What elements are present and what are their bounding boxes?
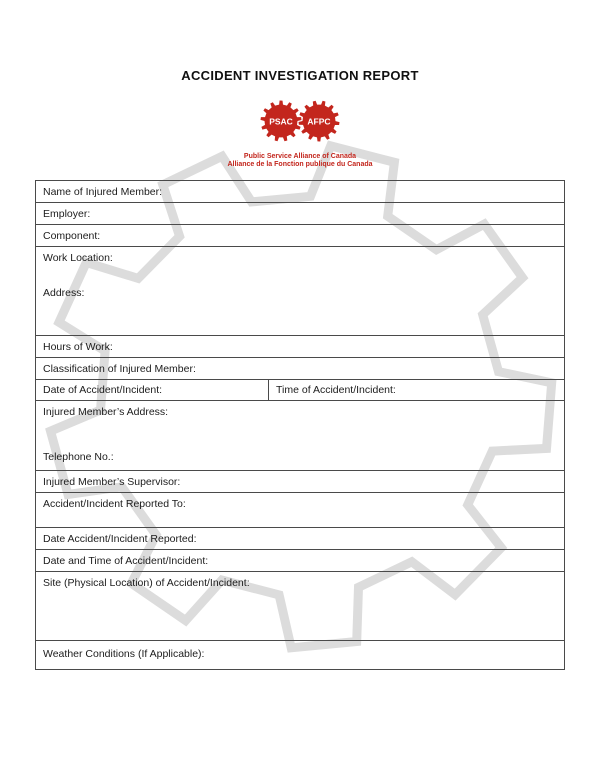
- page-title: ACCIDENT INVESTIGATION REPORT: [181, 68, 419, 83]
- accident-report-form: [35, 180, 565, 670]
- field-label-address: Address:: [43, 287, 85, 299]
- field-label: Injured Member’s Supervisor:: [43, 476, 181, 488]
- form-row-date-time-of-accident: [36, 380, 564, 401]
- field-label-date: Date of Accident/Incident:: [43, 384, 163, 396]
- logo-left-gear-label: PSAC: [269, 116, 293, 127]
- form-row-reported-to: [36, 493, 564, 528]
- field-label: Weather Conditions (If Applicable):: [43, 648, 205, 660]
- field-label: Name of Injured Member:: [43, 186, 163, 198]
- logo-caption-english: Public Service Alliance of Canada: [243, 153, 357, 160]
- field-label: Accident/Incident Reported To:: [43, 498, 186, 510]
- field-label: Date and Time of Accident/Incident:: [43, 555, 209, 567]
- form-row-employer: [36, 203, 564, 225]
- logo-right-gear-label: AFPC: [307, 116, 331, 127]
- form-row-classification: [36, 358, 564, 380]
- gears-logo-icon: [252, 96, 348, 148]
- field-label: Component:: [43, 230, 101, 242]
- field-label: Employer:: [43, 208, 91, 220]
- cell-time-of-accident: [269, 380, 564, 400]
- field-label: Date Accident/Incident Reported:: [43, 533, 197, 545]
- form-row-site-of-accident: [36, 572, 564, 641]
- form-row-hours-of-work: [36, 336, 564, 358]
- psac-afpc-logo: [0, 96, 600, 169]
- form-row-component: [36, 225, 564, 247]
- form-row-injured-members-address: [36, 401, 564, 471]
- field-label-members-address: Injured Member’s Address:: [43, 406, 169, 418]
- input-component[interactable]: [36, 225, 564, 246]
- logo-caption-french: Alliance de la Fonction publique du Canada: [227, 161, 373, 168]
- field-label: Classification of Injured Member:: [43, 363, 196, 375]
- input-employer[interactable]: [36, 203, 564, 224]
- form-row-date-reported: [36, 528, 564, 550]
- form-row-work-location-address: [36, 247, 564, 336]
- field-label-telephone: Telephone No.:: [43, 451, 114, 463]
- field-label-time: Time of Accident/Incident:: [276, 384, 396, 396]
- field-label-work-location: Work Location:: [43, 252, 113, 264]
- field-label: Site (Physical Location) of Accident/Incident:: [43, 577, 250, 589]
- cell-date-of-accident: [36, 380, 269, 400]
- input-work-location-address[interactable]: [36, 247, 564, 335]
- form-row-weather-conditions: [36, 641, 564, 669]
- form-row-name-of-injured-member: [36, 181, 564, 203]
- form-row-supervisor: [36, 471, 564, 493]
- input-hours-of-work[interactable]: [36, 336, 564, 357]
- form-row-date-and-time: [36, 550, 564, 572]
- field-label: Hours of Work:: [43, 341, 113, 353]
